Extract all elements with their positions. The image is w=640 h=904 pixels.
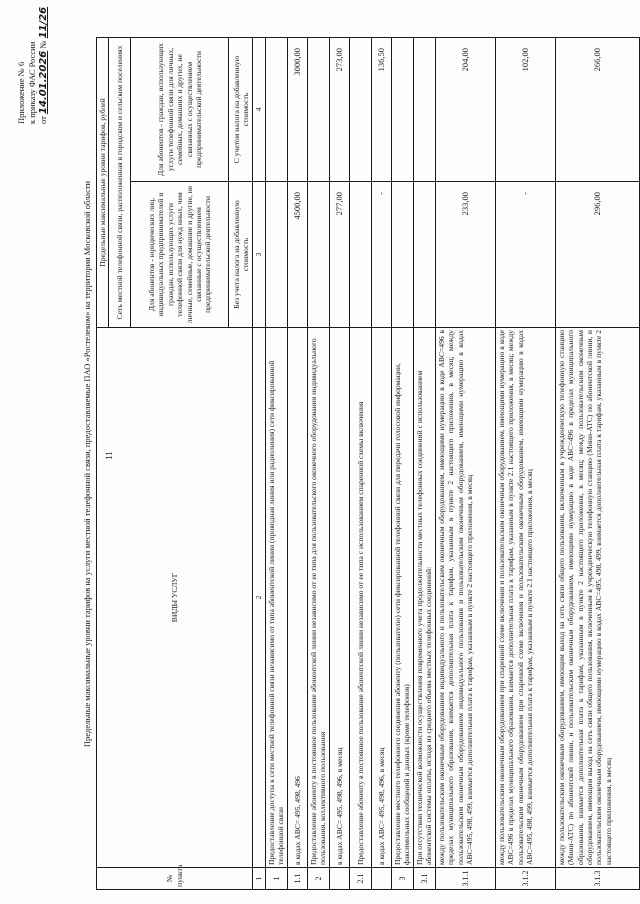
tariff-with-vat <box>391 37 413 181</box>
table-row <box>349 37 371 889</box>
service-description: Предоставление абоненту в постоянное пользование абонентской линии независимо от ее типа для пользовательского оконечного оборудования индивидуального пользования, коллективного пользования <box>307 328 329 868</box>
tariff-without-vat: - <box>495 182 555 328</box>
header-services: ВИДЫ УСЛУГ <box>97 328 253 868</box>
annex-line-1: Приложение № 6 <box>16 61 26 124</box>
table-row <box>307 37 329 889</box>
annex-number: 11/26 <box>38 6 49 39</box>
header-citizens: Для абонентов - граждан, использующих услуги телефонной связи для личных, семейных, домашних и других, не связанных с осуществлением предпринимательской деятельности <box>131 37 229 181</box>
row-number: 3.1 <box>413 868 435 890</box>
service-description: в кодах АВС= 495, 498, 496, в месяц <box>371 328 391 868</box>
tariff-without-vat <box>391 182 413 328</box>
tariff-without-vat <box>307 182 329 328</box>
table-row <box>287 37 307 889</box>
service-description: При отсутствии технической возможности осуществления повременного учета продолжительности местных телефонных соединений с использованием абонентской системы оплаты, исходя из среднего объема местных телефонных соединений: <box>413 328 435 868</box>
service-description: в кодах АВС= 495, 498, 496, в месяц <box>329 328 349 868</box>
tariff-without-vat <box>265 182 287 328</box>
header-with-vat: С учетом налога на добавленную стоимость <box>229 37 253 181</box>
row-number: 1 <box>265 868 287 890</box>
service-description: Предоставление доступа к сети местной телефонной связи независимо от типа абонентской линии (проводная линия или радиолиния) сети фиксированной телефонной связи <box>265 328 287 868</box>
column-index-3: 3 <box>253 182 265 328</box>
table-row <box>265 37 287 889</box>
header-number: № пункта <box>97 868 253 890</box>
table-row <box>495 37 555 889</box>
tariff-with-vat: 136,50 <box>371 37 391 181</box>
service-description: между пользовательским оконечным оборудованием при спаренной схеме включения и пользовательским оконечным оборудованием, имеющими нумерацию в коде АВС=496 в пределах муниципального образования, взимается дополнительная плата к тарифам, указанным в пункте 2.1 настоящего приложения, в месяц; между пользовательским оконечным оборудованием при спаренной схеме включения и пользовательским оконечным оборудованием, имеющими нумерацию в кодах АВС=495, 498, 499, взимается дополнительная плата к тарифам, указанным в пункте 2.1 настоящего приложения, в месяц <box>495 328 555 868</box>
column-index-1: 1 <box>253 868 265 890</box>
annex-line-2: к приказу ФАС России <box>27 41 37 124</box>
header-legal-entities: Для абонентов - юридических лиц, индивидуальных предпринимателей и граждан, использующих услуги телефонной связи для нужд иных, чем личные, семейные, домашние и другие, не связанные с осуществлением предпринимательской деятельности <box>131 182 229 328</box>
tariff-table <box>96 37 640 890</box>
annex-header <box>16 4 49 124</box>
tariff-with-vat <box>349 37 371 181</box>
tariff-with-vat <box>307 37 329 181</box>
table-row <box>329 37 349 889</box>
tariff-with-vat <box>265 37 287 181</box>
row-number: 3 <box>391 868 413 890</box>
header-network: Сеть местной телефонной связи, расположенная в городском и сельском поселениях <box>109 37 131 327</box>
table-row <box>371 37 391 889</box>
column-index-2: 2 <box>253 328 265 868</box>
column-index-4: 4 <box>253 37 265 181</box>
tariff-without-vat: 4500,00 <box>287 182 307 328</box>
row-number: 3.1.1 <box>435 868 495 890</box>
tariff-without-vat <box>349 182 371 328</box>
header-tariff-group: Предельные максимальные уровни тарифов, рублей <box>97 37 109 327</box>
tariff-without-vat <box>413 182 435 328</box>
row-number: 3.1.2 <box>495 868 555 890</box>
tariff-without-vat: 277,00 <box>329 182 349 328</box>
row-number: 2 <box>307 868 329 890</box>
tariff-with-vat: 266,00 <box>555 37 639 181</box>
service-description: Предоставление абоненту в постоянное пользование абонентской линии независимо от ее типа с использованием спаренной схемы включения <box>349 328 371 868</box>
row-number: 1.1 <box>287 868 307 890</box>
service-description: между пользовательским оконечным оборудованием, имеющим выход на сеть связи общего пользования, включенным в учрежденческую телефонную станцию (Мини-АТС) по абонентской линии, и пользовательским оконечным оборудованием, имеющими нумерацию в коде АВС=496 в пределах муниципального образования, взимается дополнительная плата к тарифам, указанным в пункте 2 настоящего приложения, в месяц; между пользовательским оконечным оборудованием, имеющим выход на сеть связи общего пользования, включенным в учрежденческую телефонную станцию (Мини-АТС) по абонентской линии, и пользовательским оконечным оборудованием, имеющими нумерацию в кодах АВС=495, 498, 499, взимается дополнительная плата к тарифам, указанным в пункте 2 настоящего приложения, в месяц <box>555 328 639 868</box>
row-number <box>371 868 391 890</box>
table-row <box>555 37 639 889</box>
annex-number-prefix: № <box>38 40 48 49</box>
tariff-with-vat: 204,00 <box>435 37 495 181</box>
annex-date-line <box>38 4 49 124</box>
annex-date: 14.01.2026 <box>38 50 49 115</box>
tariff-with-vat <box>413 37 435 181</box>
tariff-with-vat: 273,00 <box>329 37 349 181</box>
table-row <box>413 37 435 889</box>
table-row <box>391 37 413 889</box>
annex-date-prefix: от <box>38 116 48 124</box>
service-description: между пользовательским оконечным оборудованием индивидуального и пользовательским оконечным оборудованием, имеющими нумерацию в коде АВС=496 в пределах муниципального образования, взимается дополнительная плата к тарифам, указанным в пункте 2 настоящего приложения, в месяц; между пользовательским оконечным оборудованием индивидуального пользования и пользовательским оконечным оборудованием, имеющими нумерацию в кодах АВС=495, 498, 499, взимается дополнительная плата к тарифам, указанным в пункте 2 настоящего приложения, в месяц <box>435 328 495 868</box>
row-number: 2.1 <box>349 868 371 890</box>
tariff-without-vat: 233,00 <box>435 182 495 328</box>
page-number: 11 <box>104 451 114 460</box>
table-row <box>435 37 495 889</box>
service-description: Предоставление местного телефонного соединения абоненту (пользователю) сети фиксированной телефонной связи для передачи голосовой информации, факсимильных сообщений и данных (кроме телефонов) <box>391 328 413 868</box>
row-number <box>329 868 349 890</box>
tariff-without-vat: 296,00 <box>555 182 639 328</box>
service-description: в кодах АВС= 495, 498, 496 <box>287 328 307 868</box>
row-number: 3.1.3 <box>555 868 639 890</box>
tariff-with-vat: 3000,00 <box>287 37 307 181</box>
header-without-vat: Без учета налога на добавленную стоимость <box>229 182 253 328</box>
tariff-with-vat: 102,00 <box>495 37 555 181</box>
tariff-without-vat: - <box>371 182 391 328</box>
document-title: Предельные максимальные уровни тарифов на услуги местной телефонной связи, предоставляемые ПАО «Ростелеком» на территории Московской области <box>82 180 92 748</box>
